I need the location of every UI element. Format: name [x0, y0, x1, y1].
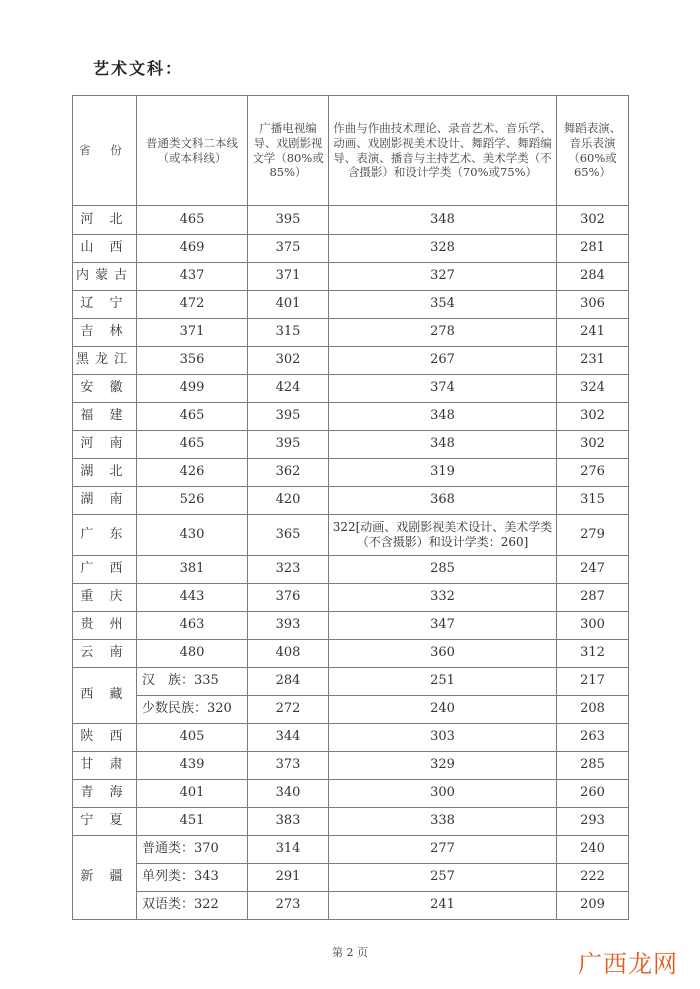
- score-cell-col2: 393: [248, 612, 329, 640]
- score-cell-col4: 312: [557, 640, 629, 668]
- score-cell-col2: 424: [248, 375, 329, 403]
- score-cell-col1: 普通类：370: [137, 836, 248, 864]
- table-row: [73, 235, 629, 263]
- province-cell: 广 西: [73, 556, 137, 584]
- score-cell-col1: 465: [137, 431, 248, 459]
- score-cell-col4: 281: [557, 235, 629, 263]
- province-cell: 河 北: [73, 206, 137, 235]
- score-cell-col3: 285: [329, 556, 557, 584]
- score-cell-col4: 276: [557, 459, 629, 487]
- score-cell-col3: 322[动画、戏剧影视美术设计、美术学类（不含摄影）和设计学类：260]: [329, 515, 557, 556]
- score-cell-col2: 395: [248, 403, 329, 431]
- score-cell-col2: 284: [248, 668, 329, 696]
- province-cell: 山 西: [73, 235, 137, 263]
- score-cell-col2: 314: [248, 836, 329, 864]
- page-number: 第 2 页: [332, 946, 368, 959]
- score-cell-col1: 472: [137, 291, 248, 319]
- province-cell: 贵 州: [73, 612, 137, 640]
- score-cell-col1: 405: [137, 724, 248, 752]
- province-cell: 辽 宁: [73, 291, 137, 319]
- score-cell-col4: 217: [557, 668, 629, 696]
- score-cell-col4: 300: [557, 612, 629, 640]
- score-cell-col4: 284: [557, 263, 629, 291]
- score-cell-col2: 291: [248, 864, 329, 892]
- header-province: 省 份: [73, 96, 137, 206]
- province-cell: 安 徽: [73, 375, 137, 403]
- score-cell-col2: 395: [248, 431, 329, 459]
- score-cell-col3: 374: [329, 375, 557, 403]
- score-cell-col3: 303: [329, 724, 557, 752]
- score-cell-col4: 302: [557, 431, 629, 459]
- province-cell: 内蒙古: [73, 263, 137, 291]
- province-cell: 西 藏: [73, 668, 137, 724]
- score-cell-col3: 348: [329, 431, 557, 459]
- table-row: [73, 640, 629, 668]
- header-col4: 舞蹈表演、音乐表演（60%或65%）: [557, 96, 629, 206]
- table-row: [73, 752, 629, 780]
- table-row: [73, 347, 629, 375]
- score-cell-col3: 240: [329, 696, 557, 724]
- score-cell-col3: 267: [329, 347, 557, 375]
- score-cell-col3: 332: [329, 584, 557, 612]
- score-cell-col2: 302: [248, 347, 329, 375]
- score-cell-col1: 430: [137, 515, 248, 556]
- score-cell-col1: 480: [137, 640, 248, 668]
- score-cell-col4: 279: [557, 515, 629, 556]
- score-cell-col4: 263: [557, 724, 629, 752]
- score-cell-col1: 少数民族：320: [137, 696, 248, 724]
- score-cell-col4: 324: [557, 375, 629, 403]
- score-cell-col2: 362: [248, 459, 329, 487]
- table-row: [73, 556, 629, 584]
- score-cell-col4: 287: [557, 584, 629, 612]
- score-cell-col1: 双语类：322: [137, 892, 248, 920]
- province-cell: 宁 夏: [73, 808, 137, 836]
- province-cell: 湖 南: [73, 487, 137, 515]
- province-cell: 吉 林: [73, 319, 137, 347]
- watermark-logo: 广西龙网: [578, 950, 678, 978]
- score-cell-col4: 302: [557, 403, 629, 431]
- score-cell-col3: 368: [329, 487, 557, 515]
- table-row: [73, 487, 629, 515]
- table-row: [73, 459, 629, 487]
- table-row: [73, 291, 629, 319]
- score-cell-col3: 348: [329, 403, 557, 431]
- score-cell-col4: 293: [557, 808, 629, 836]
- score-cell-col3: 277: [329, 836, 557, 864]
- score-cell-col3: 278: [329, 319, 557, 347]
- score-cell-col1: 401: [137, 780, 248, 808]
- province-cell: 陕 西: [73, 724, 137, 752]
- score-cell-col1: 499: [137, 375, 248, 403]
- province-cell: 新 疆: [73, 836, 137, 920]
- table-row: [73, 864, 629, 892]
- province-cell: 甘 肃: [73, 752, 137, 780]
- score-cell-col1: 381: [137, 556, 248, 584]
- score-cell-col3: 319: [329, 459, 557, 487]
- score-cell-col2: 340: [248, 780, 329, 808]
- score-cell-col2: 323: [248, 556, 329, 584]
- table-row: [73, 696, 629, 724]
- table-row: [73, 515, 629, 556]
- header-col2: 广播电视编导、戏剧影视文学（80%或85%）: [248, 96, 329, 206]
- score-cell-col2: 371: [248, 263, 329, 291]
- score-cell-col3: 241: [329, 892, 557, 920]
- score-cell-col4: 241: [557, 319, 629, 347]
- score-cell-col2: 383: [248, 808, 329, 836]
- score-cell-col2: 365: [248, 515, 329, 556]
- score-cell-col2: 376: [248, 584, 329, 612]
- score-cell-col4: 231: [557, 347, 629, 375]
- province-cell: 河 南: [73, 431, 137, 459]
- score-cell-col4: 208: [557, 696, 629, 724]
- score-cell-col4: 240: [557, 836, 629, 864]
- table-row: [73, 668, 629, 696]
- table-row: [73, 263, 629, 291]
- table-row: [73, 808, 629, 836]
- score-cell-col4: 315: [557, 487, 629, 515]
- score-cell-col1: 463: [137, 612, 248, 640]
- score-cell-col1: 469: [137, 235, 248, 263]
- score-cell-col1: 451: [137, 808, 248, 836]
- score-cell-col4: 302: [557, 206, 629, 235]
- header-col3: 作曲与作曲技术理论、录音艺术、音乐学、动画、戏剧影视美术设计、舞蹈学、舞蹈编导、表演、播音与主持艺术、美术学类（不含摄影）和设计学类（70%或75%）: [329, 96, 557, 206]
- score-cell-col3: 329: [329, 752, 557, 780]
- score-cell-col1: 465: [137, 206, 248, 235]
- table-row: [73, 403, 629, 431]
- province-cell: 重 庆: [73, 584, 137, 612]
- score-cell-col2: 344: [248, 724, 329, 752]
- score-cell-col2: 315: [248, 319, 329, 347]
- score-cell-col3: 347: [329, 612, 557, 640]
- score-cell-col2: 420: [248, 487, 329, 515]
- score-cell-col1: 437: [137, 263, 248, 291]
- score-cell-col1: 465: [137, 403, 248, 431]
- score-cell-col2: 375: [248, 235, 329, 263]
- score-cell-col3: 338: [329, 808, 557, 836]
- score-cell-col4: 285: [557, 752, 629, 780]
- score-cell-col2: 273: [248, 892, 329, 920]
- score-cell-col3: 327: [329, 263, 557, 291]
- table-row: [73, 206, 629, 235]
- score-cell-col2: 373: [248, 752, 329, 780]
- score-cell-col3: 328: [329, 235, 557, 263]
- score-table: [72, 95, 629, 920]
- score-cell-col2: 395: [248, 206, 329, 235]
- score-cell-col4: 247: [557, 556, 629, 584]
- score-cell-col2: 272: [248, 696, 329, 724]
- table-row: [73, 724, 629, 752]
- score-cell-col1: 443: [137, 584, 248, 612]
- province-cell: 广 东: [73, 515, 137, 556]
- province-cell: 福 建: [73, 403, 137, 431]
- score-cell-col1: 426: [137, 459, 248, 487]
- score-cell-col1: 439: [137, 752, 248, 780]
- table-row: [73, 892, 629, 920]
- score-cell-col3: 360: [329, 640, 557, 668]
- province-cell: 青 海: [73, 780, 137, 808]
- header-col1: 普通类文科二本线（或本科线）: [137, 96, 248, 206]
- score-cell-col1: 371: [137, 319, 248, 347]
- score-cell-col1: 526: [137, 487, 248, 515]
- score-cell-col3: 354: [329, 291, 557, 319]
- score-cell-col1: 356: [137, 347, 248, 375]
- province-cell: 黑龙江: [73, 347, 137, 375]
- score-cell-col1: 汉 族：335: [137, 668, 248, 696]
- table-row: [73, 375, 629, 403]
- score-cell-col2: 401: [248, 291, 329, 319]
- province-cell: 云 南: [73, 640, 137, 668]
- score-cell-col2: 408: [248, 640, 329, 668]
- province-cell: 湖 北: [73, 459, 137, 487]
- score-cell-col1: 单列类：343: [137, 864, 248, 892]
- score-cell-col4: 209: [557, 892, 629, 920]
- score-cell-col3: 257: [329, 864, 557, 892]
- score-cell-col4: 306: [557, 291, 629, 319]
- score-cell-col3: 348: [329, 206, 557, 235]
- table-row: [73, 612, 629, 640]
- table-row: [73, 836, 629, 864]
- score-cell-col4: 222: [557, 864, 629, 892]
- score-cell-col4: 260: [557, 780, 629, 808]
- table-header-row: [73, 96, 629, 206]
- score-cell-col3: 300: [329, 780, 557, 808]
- score-cell-col3: 251: [329, 668, 557, 696]
- table-row: [73, 431, 629, 459]
- table-row: [73, 780, 629, 808]
- table-row: [73, 584, 629, 612]
- section-title: 艺术文科：: [93, 59, 184, 78]
- table-row: [73, 319, 629, 347]
